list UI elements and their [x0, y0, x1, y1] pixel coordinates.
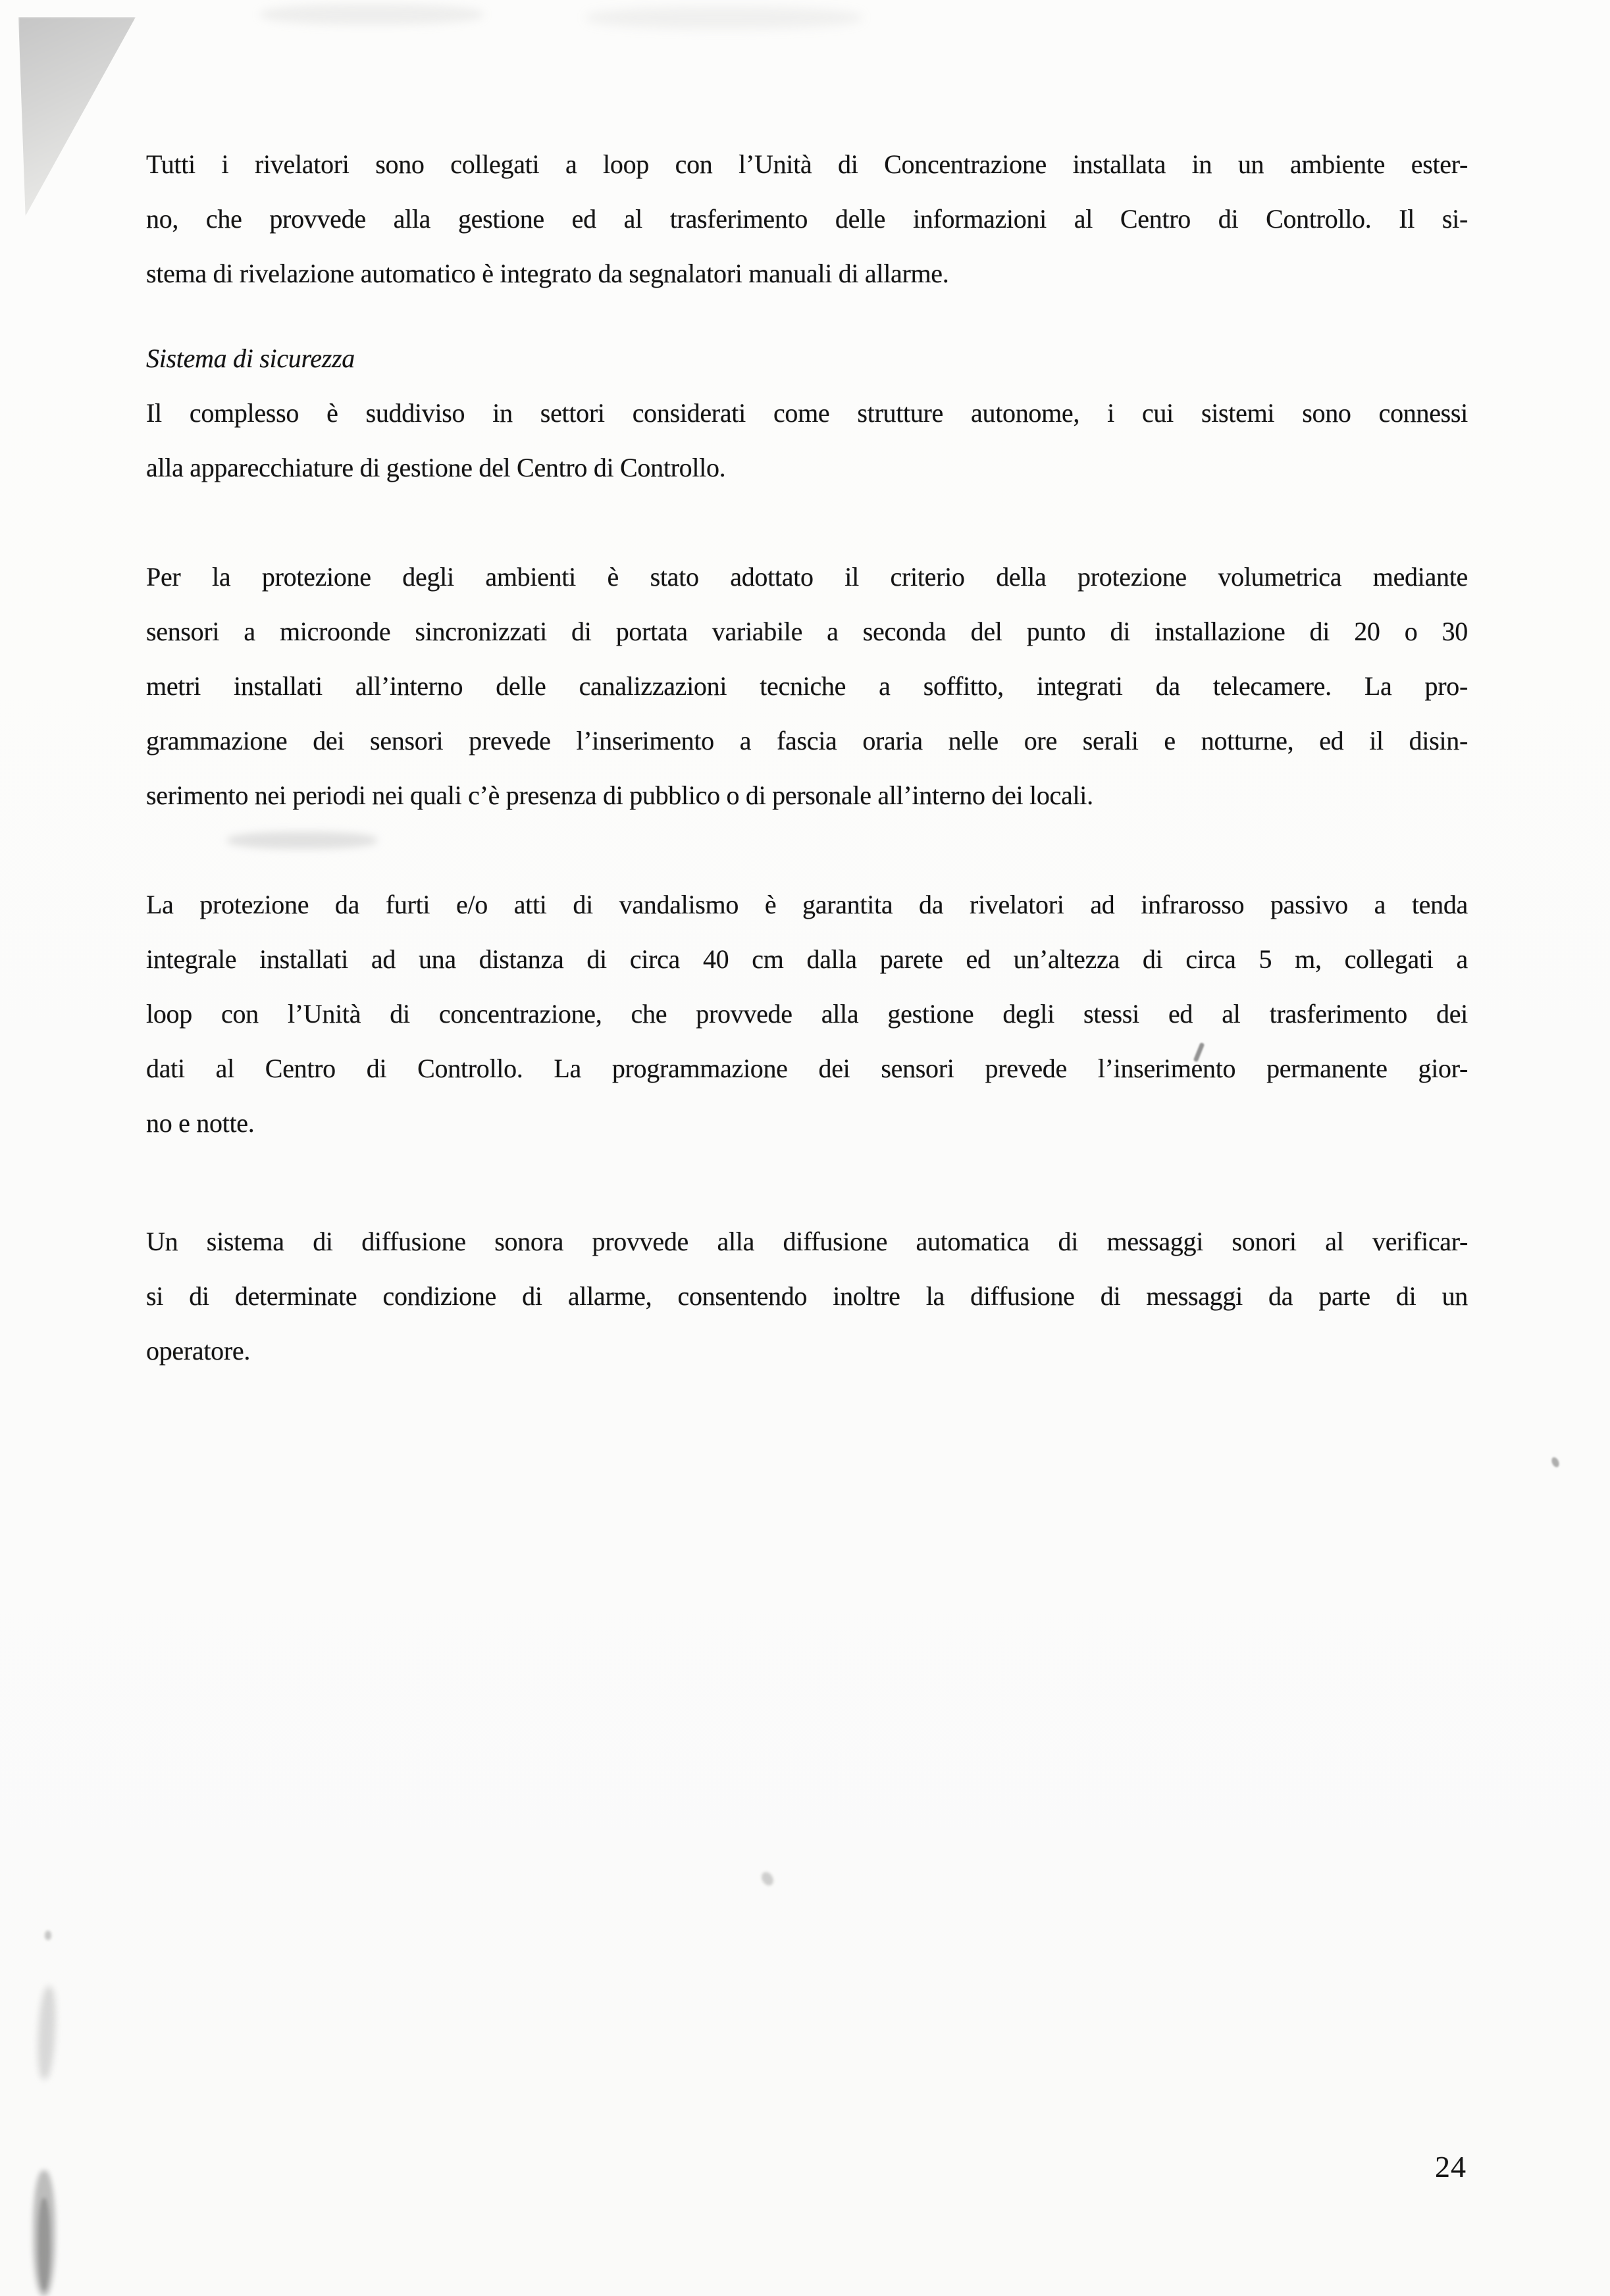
- text-line: Tutti i rivelatori sono collegati a loop con l’Unità di Concentrazione installata in un ambiente ester-: [146, 149, 1468, 179]
- text-line: stema di rivelazione automatico è integrato da segnalatori manuali di allarme.: [146, 259, 949, 288]
- page-number: 24: [1435, 2150, 1467, 2183]
- text-line: grammazione dei sensori prevede l’inserimento a fascia oraria nelle ore serali e notturne, ed il disin-: [146, 726, 1468, 755]
- fire-detection-paragraph: [146, 137, 1468, 301]
- text-line: sensori a microonde sincronizzati di portata variabile a seconda del punto di installazione di 20 o 30: [146, 617, 1468, 646]
- scan-speck-artifact: [45, 1931, 51, 1940]
- volumetric-protection-paragraph: [146, 549, 1468, 823]
- sectors-paragraph: [146, 386, 1468, 495]
- document-text: [146, 137, 1468, 1378]
- text-line: operatore.: [146, 1336, 251, 1365]
- scan-smudge-artifact: [586, 7, 862, 29]
- text-line: no e notte.: [146, 1108, 255, 1138]
- scan-mark-artifact: [759, 1870, 775, 1887]
- security-system-heading: [146, 331, 1468, 386]
- text-line: Il complesso è suddiviso in settori considerati come strutture autonome, i cui sistemi sono connessi: [146, 398, 1468, 428]
- text-line: alla apparecchiature di gestione del Centro di Controllo.: [146, 453, 726, 482]
- text-line: dati al Centro di Controllo. La programmazione dei sensori prevede l’inserimento permanente gior-: [146, 1054, 1468, 1083]
- text-line: integrale installati ad una distanza di circa 40 cm dalla parete ed un’altezza di circa 5 m, collegati a: [146, 944, 1468, 974]
- text-line: no, che provvede alla gestione ed al trasferimento delle informazioni al Centro di Controllo. Il si-: [146, 204, 1468, 234]
- scan-streak-artifact: [36, 1985, 57, 2079]
- text-line: La protezione da furti e/o atti di vandalismo è garantita da rivelatori ad infrarosso passivo a tenda: [146, 890, 1468, 919]
- scan-smudge-artifact: [260, 4, 484, 25]
- sound-diffusion-paragraph: [146, 1214, 1468, 1378]
- text-line: si di determinate condizione di allarme, consentendo inoltre la diffusione di messaggi da parte di un: [146, 1281, 1468, 1311]
- scan-streak-artifact: [38, 2198, 50, 2290]
- text-line: loop con l’Unità di concentrazione, che provvede alla gestione degli stessi ed al trasferimento dei: [146, 999, 1468, 1029]
- text-line: metri installati all’interno delle canalizzazioni tecniche a soffitto, integrati da telecamere. La pro-: [146, 671, 1468, 701]
- scan-dot-artifact: [1550, 1456, 1561, 1469]
- page-corner-fold-artifact: [18, 17, 136, 216]
- theft-protection-paragraph: [146, 877, 1468, 1150]
- section-heading-line: Sistema di sicurezza: [146, 344, 355, 373]
- text-line: Per la protezione degli ambienti è stato adottato il criterio della protezione volumetrica mediante: [146, 562, 1468, 592]
- text-line: Un sistema di diffusione sonora provvede alla diffusione automatica di messaggi sonori al verificar-: [146, 1227, 1468, 1256]
- text-line: serimento nei periodi nei quali c’è presenza di pubblico o di personale all’interno dei locali.: [146, 780, 1093, 810]
